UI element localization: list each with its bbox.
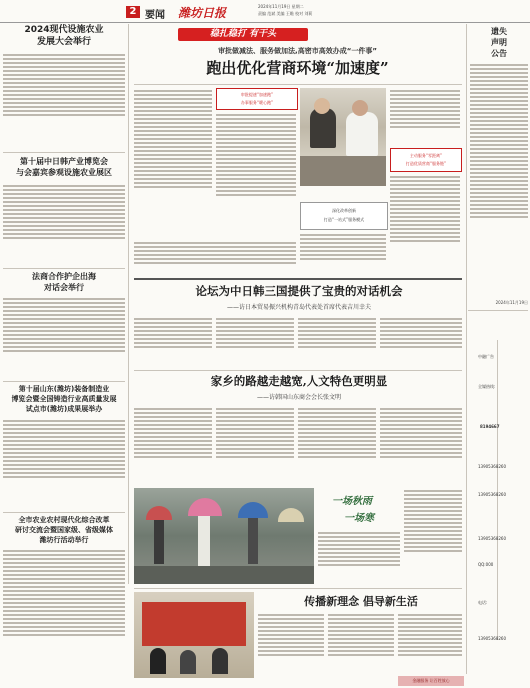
notice-title-line: 声明 — [491, 38, 507, 47]
feature-kicker: 审批做减法、服务做加法,高密市高效办成“一件事” — [218, 47, 377, 55]
heritage-headline: 传播新理念 倡导新生活 — [304, 595, 418, 608]
notice-body — [470, 62, 528, 296]
subhead-text: 办事服务“暖心跑” — [240, 100, 274, 105]
notice-title-line: 公告 — [491, 49, 507, 58]
editor-line: 责编 范斌 美编 王瞻 校对 刘莉 — [258, 11, 313, 16]
feature-body-col-1 — [134, 88, 212, 238]
ad-label: 13905368260 — [478, 536, 506, 541]
pull-quote-line: 深化改革创新 — [332, 208, 356, 213]
article-title-line: 与会嘉宾参观设施农业展区 — [16, 168, 112, 177]
footer-ad-text: 金融服务 — [412, 678, 429, 683]
forum-headline: 论坛为中日韩三国提供了宝贵的对话机会 — [195, 284, 403, 298]
caption-line: 一场秋雨 — [332, 496, 372, 507]
ad-label: 13905368260 — [478, 464, 506, 469]
article-title-line: 发展大会举行 — [36, 37, 91, 47]
article-title-line: 试点市(潍坊)成果展举办 — [25, 405, 103, 413]
ad-label: 8194667 — [480, 424, 500, 429]
article-title-line: 第十届中日韩产业博览会 — [20, 157, 108, 166]
article-title-line: 博览会暨全国铸造行业高质量发展 — [11, 395, 117, 403]
heritage-body-1 — [258, 612, 324, 680]
subhead-text: 主动服务“零距离” — [409, 153, 443, 158]
masthead — [0, 0, 530, 23]
subhead-box-2 — [390, 148, 462, 172]
left-article-2 — [3, 156, 125, 178]
article-body — [3, 296, 125, 378]
ad-label: 全媒热线: — [478, 384, 496, 389]
article-title-line: 潍坊行活动举行 — [39, 536, 89, 544]
date-line: 2024年11月19日 星期二 — [258, 4, 304, 9]
article-title-line: 2024现代设施农业 — [24, 25, 104, 35]
forum-subhead: ——访日本贸易振兴机构青岛代表处首席代表吉川幸夫 — [226, 304, 371, 311]
ad-label: 13905368260 — [478, 636, 506, 641]
article-title-line: 法商合作护企出海 — [32, 272, 96, 281]
article-body — [3, 548, 125, 684]
subhead-box-1 — [216, 88, 298, 110]
article-title-line: 研讨交流会暨国家级、省级媒体 — [15, 526, 113, 534]
notice-title — [470, 26, 528, 59]
feature-banner — [178, 28, 308, 41]
pull-quote-line: 打造“一站式”服务模式 — [323, 217, 365, 222]
article-body — [3, 183, 125, 265]
hometown-body-2 — [216, 406, 294, 484]
heritage-body-2 — [328, 612, 394, 680]
rain-photo — [134, 488, 314, 584]
ad-label: QQ:000 — [478, 562, 494, 567]
hometown-body-1 — [134, 406, 212, 484]
article-title-line: 对话会举行 — [44, 283, 84, 292]
notice-footer-date: 2024年11月19日 — [495, 300, 528, 305]
article-body — [3, 418, 125, 510]
forum-body-4 — [380, 316, 462, 366]
feature-body-col-2 — [216, 112, 296, 238]
forum-body-1 — [134, 316, 212, 366]
subhead-text: 审批提速“加速跑” — [240, 92, 274, 97]
footer-ad-text: 让百姓放心 — [429, 678, 450, 683]
article-title-line: 第十届山东(潍坊)装备制造业 — [18, 385, 110, 393]
notice-title-line: 遗失 — [491, 27, 507, 36]
feature-body-col-4 — [390, 174, 460, 274]
forum-body-3 — [298, 316, 376, 366]
caption-body — [318, 530, 400, 584]
photo-caption — [300, 188, 386, 198]
article-title-line: 全市农业农村现代化综合改革 — [18, 516, 110, 524]
hometown-subhead: ——访韩国山东商会会长张文明 — [256, 394, 341, 401]
hometown-body-4 — [380, 406, 462, 484]
feature-body-col-5 — [300, 232, 386, 274]
ad-label: 中融广告 — [478, 354, 494, 359]
left-article-1 — [3, 24, 125, 48]
hometown-headline: 家乡的路越走越宽,人文特色更明显 — [210, 374, 388, 388]
left-article-3 — [3, 271, 125, 293]
heritage-body-3 — [398, 612, 462, 680]
footer-ad — [398, 676, 464, 686]
pull-quote — [300, 202, 388, 230]
feature-body-col-3 — [390, 88, 460, 146]
feature-headline: 跑出优化营商环境“加速度” — [206, 59, 389, 77]
ad-label: 电话: — [478, 600, 488, 605]
feature-photo — [300, 88, 386, 186]
ad-label: 13905368260 — [478, 492, 506, 497]
article-body — [3, 52, 125, 150]
feature-body-col-6 — [134, 240, 296, 274]
rain-caption — [318, 492, 400, 582]
caption-line: 一场寒 — [344, 513, 374, 524]
left-article-4 — [3, 384, 125, 414]
banner-text: 稳扎稳打 有干头 — [209, 29, 277, 39]
section-label: 要闻 — [145, 10, 165, 21]
hometown-body-5 — [404, 488, 462, 584]
subhead-text: 打造优质营商“服务链” — [405, 161, 447, 166]
left-article-5 — [3, 515, 125, 545]
hometown-body-3 — [298, 406, 376, 484]
page-number-badge: 2 — [126, 6, 140, 18]
heritage-photo — [134, 592, 254, 678]
forum-body-2 — [216, 316, 294, 366]
paper-logo: 潍坊日报 — [178, 6, 227, 20]
